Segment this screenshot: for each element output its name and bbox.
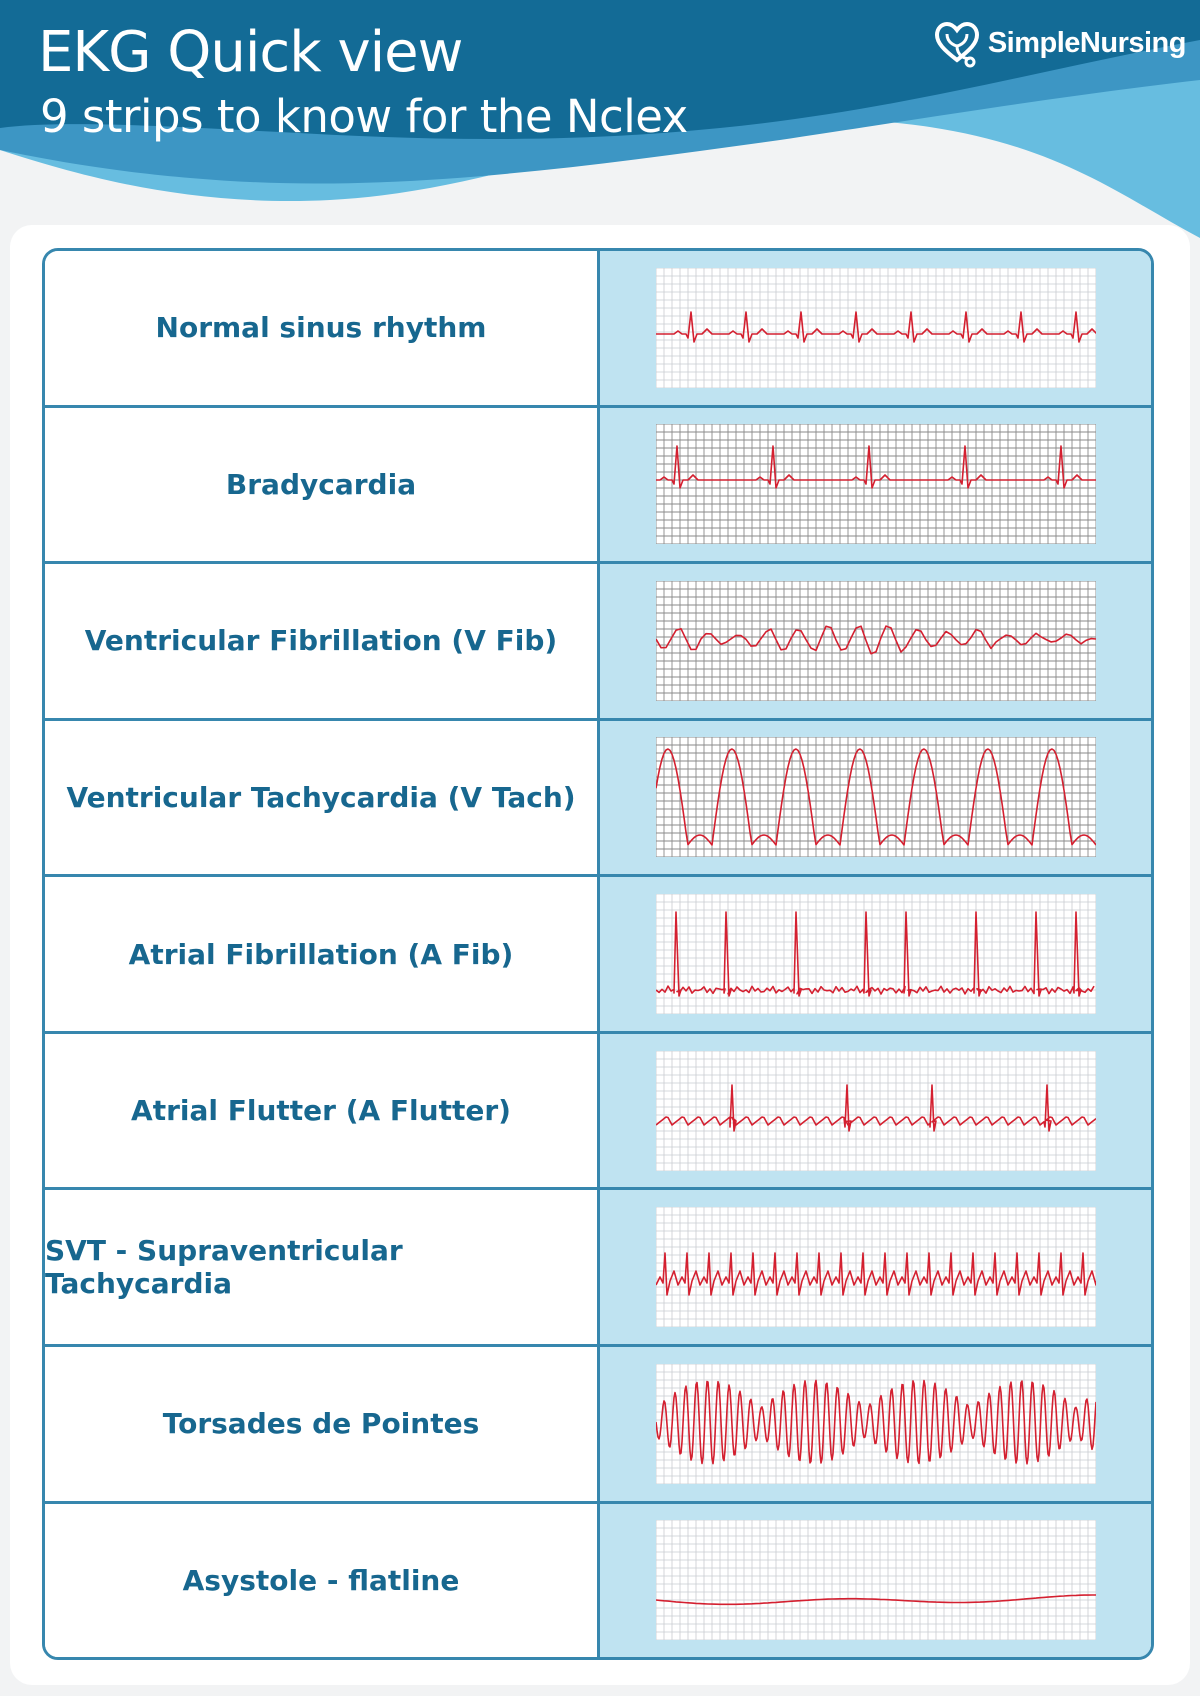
strip-panel	[600, 877, 1151, 1031]
strip-paper	[656, 737, 1096, 857]
ekg-strip	[656, 1051, 1096, 1171]
rhythm-label: Normal sinus rhythm	[45, 251, 600, 405]
rhythm-label: Bradycardia	[45, 408, 600, 562]
strip-panel	[600, 1504, 1151, 1658]
strip-paper	[656, 1520, 1096, 1640]
rhythm-row	[45, 1034, 1151, 1191]
rhythm-row	[45, 1504, 1151, 1658]
ekg-strip	[656, 581, 1096, 701]
ekg-strip	[656, 1207, 1096, 1327]
rhythm-row	[45, 1190, 1151, 1347]
strip-panel	[600, 1347, 1151, 1501]
rhythm-label: Ventricular Tachycardia (V Tach)	[45, 721, 600, 875]
rhythm-row	[45, 877, 1151, 1034]
ekg-strip	[656, 1364, 1096, 1484]
strip-panel	[600, 408, 1151, 562]
ekg-strip-table	[42, 248, 1154, 1660]
strip-paper	[656, 268, 1096, 388]
strip-panel	[600, 251, 1151, 405]
strip-panel	[600, 1034, 1151, 1188]
strip-paper	[656, 894, 1096, 1014]
strip-paper	[656, 581, 1096, 701]
strip-paper	[656, 424, 1096, 544]
ekg-strip	[656, 1520, 1096, 1640]
ekg-strip	[656, 737, 1096, 857]
strip-panel	[600, 564, 1151, 718]
rhythm-row	[45, 1347, 1151, 1504]
rhythm-row	[45, 564, 1151, 721]
strip-panel	[600, 1190, 1151, 1344]
rhythm-label: Ventricular Fibrillation (V Fib)	[45, 564, 600, 718]
rhythm-row	[45, 408, 1151, 565]
strip-paper	[656, 1051, 1096, 1171]
ekg-strip	[656, 268, 1096, 388]
rhythm-row	[45, 251, 1151, 408]
brand-name: SimpleNursing	[987, 26, 1186, 59]
rhythm-label: Atrial Flutter (A Flutter)	[45, 1034, 600, 1188]
heart-stethoscope-icon	[930, 16, 984, 70]
strip-paper	[656, 1207, 1096, 1327]
ekg-strip	[656, 894, 1096, 1014]
rhythm-label: Asystole - flatline	[45, 1504, 600, 1658]
ekg-strip	[656, 424, 1096, 544]
page-subtitle: 9 strips to know for the Nclex	[40, 90, 688, 143]
strip-panel	[600, 721, 1151, 875]
rhythm-label: SVT - Supraventricular Tachycardia	[45, 1190, 600, 1344]
header-banner	[0, 0, 1200, 250]
page-title: EKG Quick view	[38, 20, 463, 85]
rhythm-label: Atrial Fibrillation (A Fib)	[45, 877, 600, 1031]
simplenursing-logo	[930, 16, 1186, 70]
rhythm-row	[45, 721, 1151, 878]
rhythm-label: Torsades de Pointes	[45, 1347, 600, 1501]
